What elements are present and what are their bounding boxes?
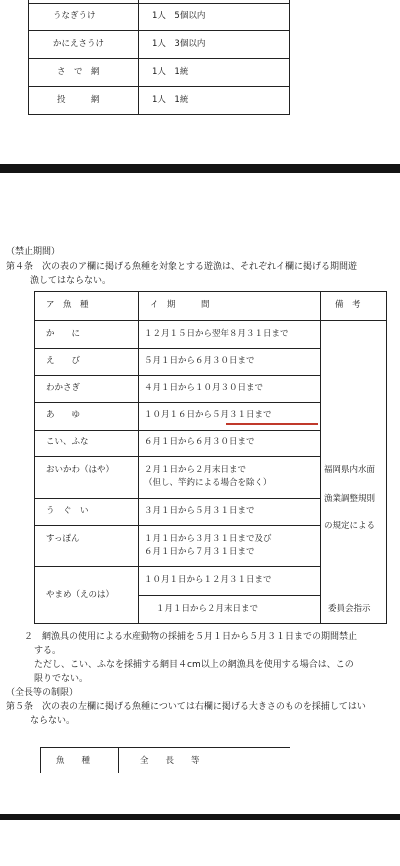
p1-row2-name: かにえさうけ bbox=[53, 39, 105, 49]
para2-line1: ２ 網漁具の使用による水産動物の採捕を５月１日から５月３１日までの期間禁止 bbox=[24, 632, 358, 642]
remark-line1: 福岡県内水面 bbox=[324, 465, 376, 475]
remark-line3: の規定による bbox=[324, 521, 376, 531]
period-suppon-1: １月１日から３月３１日まで及び bbox=[144, 534, 272, 544]
p1-row4-limit: 1人 1統 bbox=[152, 95, 189, 105]
p1-row1-limit: 1人 5個以内 bbox=[152, 11, 206, 21]
period-koi-funa: ６月１日から６月３０日まで bbox=[144, 437, 255, 447]
period-crab: １２月１５日から翌年８月３１日まで bbox=[144, 329, 289, 339]
period-wakasagi: ４月１日から１０月３０日まで bbox=[144, 383, 264, 393]
para2-line2: する。 bbox=[34, 646, 62, 656]
header-period: イ 期 間 bbox=[150, 300, 210, 310]
article4-line1: 第４条 次の表のア欄に掲げる魚種を対象とする遊漁は、それぞれイ欄に掲げる期間遊 bbox=[6, 262, 358, 272]
article5-line1: 第５条 次の表の左欄に掲げる魚種については右欄に掲げる大きさのものを採捕してはい bbox=[6, 702, 366, 712]
species-wakasagi: わかさぎ bbox=[46, 383, 81, 393]
header-remarks: 備 考 bbox=[335, 300, 361, 310]
page-separator-top bbox=[0, 164, 400, 173]
p1-row3-name: さ で 網 bbox=[57, 67, 100, 77]
species-koi-funa: こい、ふな bbox=[46, 437, 89, 447]
species-crab: か に bbox=[46, 329, 81, 339]
period-ayu: １０月１６日から５月３１日まで bbox=[144, 410, 272, 420]
para2-line4: 限りでない。 bbox=[34, 674, 89, 684]
p1-row1-name: うなぎうけ bbox=[53, 11, 96, 21]
para2-line3: ただし、こい、ふなを採捕する網目４cm以上の網漁具を使用する場合は、この bbox=[34, 660, 354, 670]
period-yamame-2: １月１日から２月末日まで bbox=[156, 604, 259, 614]
table2-header-species: 魚 種 bbox=[56, 756, 91, 766]
species-shrimp: え び bbox=[46, 356, 81, 366]
article5-line2: ならない。 bbox=[30, 716, 76, 726]
section-label-prohibited-period: （禁止期間） bbox=[6, 247, 61, 257]
period-oikawa-2: （但し、竿釣による場合を除く） bbox=[144, 478, 272, 488]
p1-row3-limit: 1人 1統 bbox=[152, 67, 189, 77]
period-yamame-1: １０月１日から１２月３１日まで bbox=[144, 575, 272, 585]
species-ayu: あ ゆ bbox=[46, 410, 81, 420]
p1-row4-name: 投 網 bbox=[57, 95, 100, 105]
period-ugui: ３月１日から５月３１日まで bbox=[144, 506, 255, 516]
p1-row2-limit: 1人 3個以内 bbox=[152, 39, 206, 49]
table2-header-length: 全 長 等 bbox=[140, 756, 200, 766]
species-suppon: すっぽん bbox=[46, 534, 80, 544]
remark-line4: 委員会指示 bbox=[328, 604, 371, 614]
period-suppon-2: ６月１日から７月３１日まで bbox=[144, 547, 255, 557]
section-label-length-limit: （全長等の制限） bbox=[6, 688, 79, 698]
period-oikawa-1: ２月１日から２月末日まで bbox=[144, 465, 247, 475]
species-oikawa: おいかわ（はや） bbox=[46, 465, 115, 475]
header-species: ア 魚 種 bbox=[46, 300, 89, 310]
remark-line2: 漁業調整規則 bbox=[324, 494, 376, 504]
page-separator-bottom bbox=[0, 814, 400, 820]
article4-line2: 漁してはならない。 bbox=[30, 276, 112, 286]
species-yamame: やまめ（えのは） bbox=[46, 590, 115, 600]
red-underline-annotation bbox=[226, 423, 318, 425]
species-ugui: う ぐ い bbox=[46, 506, 89, 516]
period-shrimp: ５月１日から６月３０日まで bbox=[144, 356, 255, 366]
